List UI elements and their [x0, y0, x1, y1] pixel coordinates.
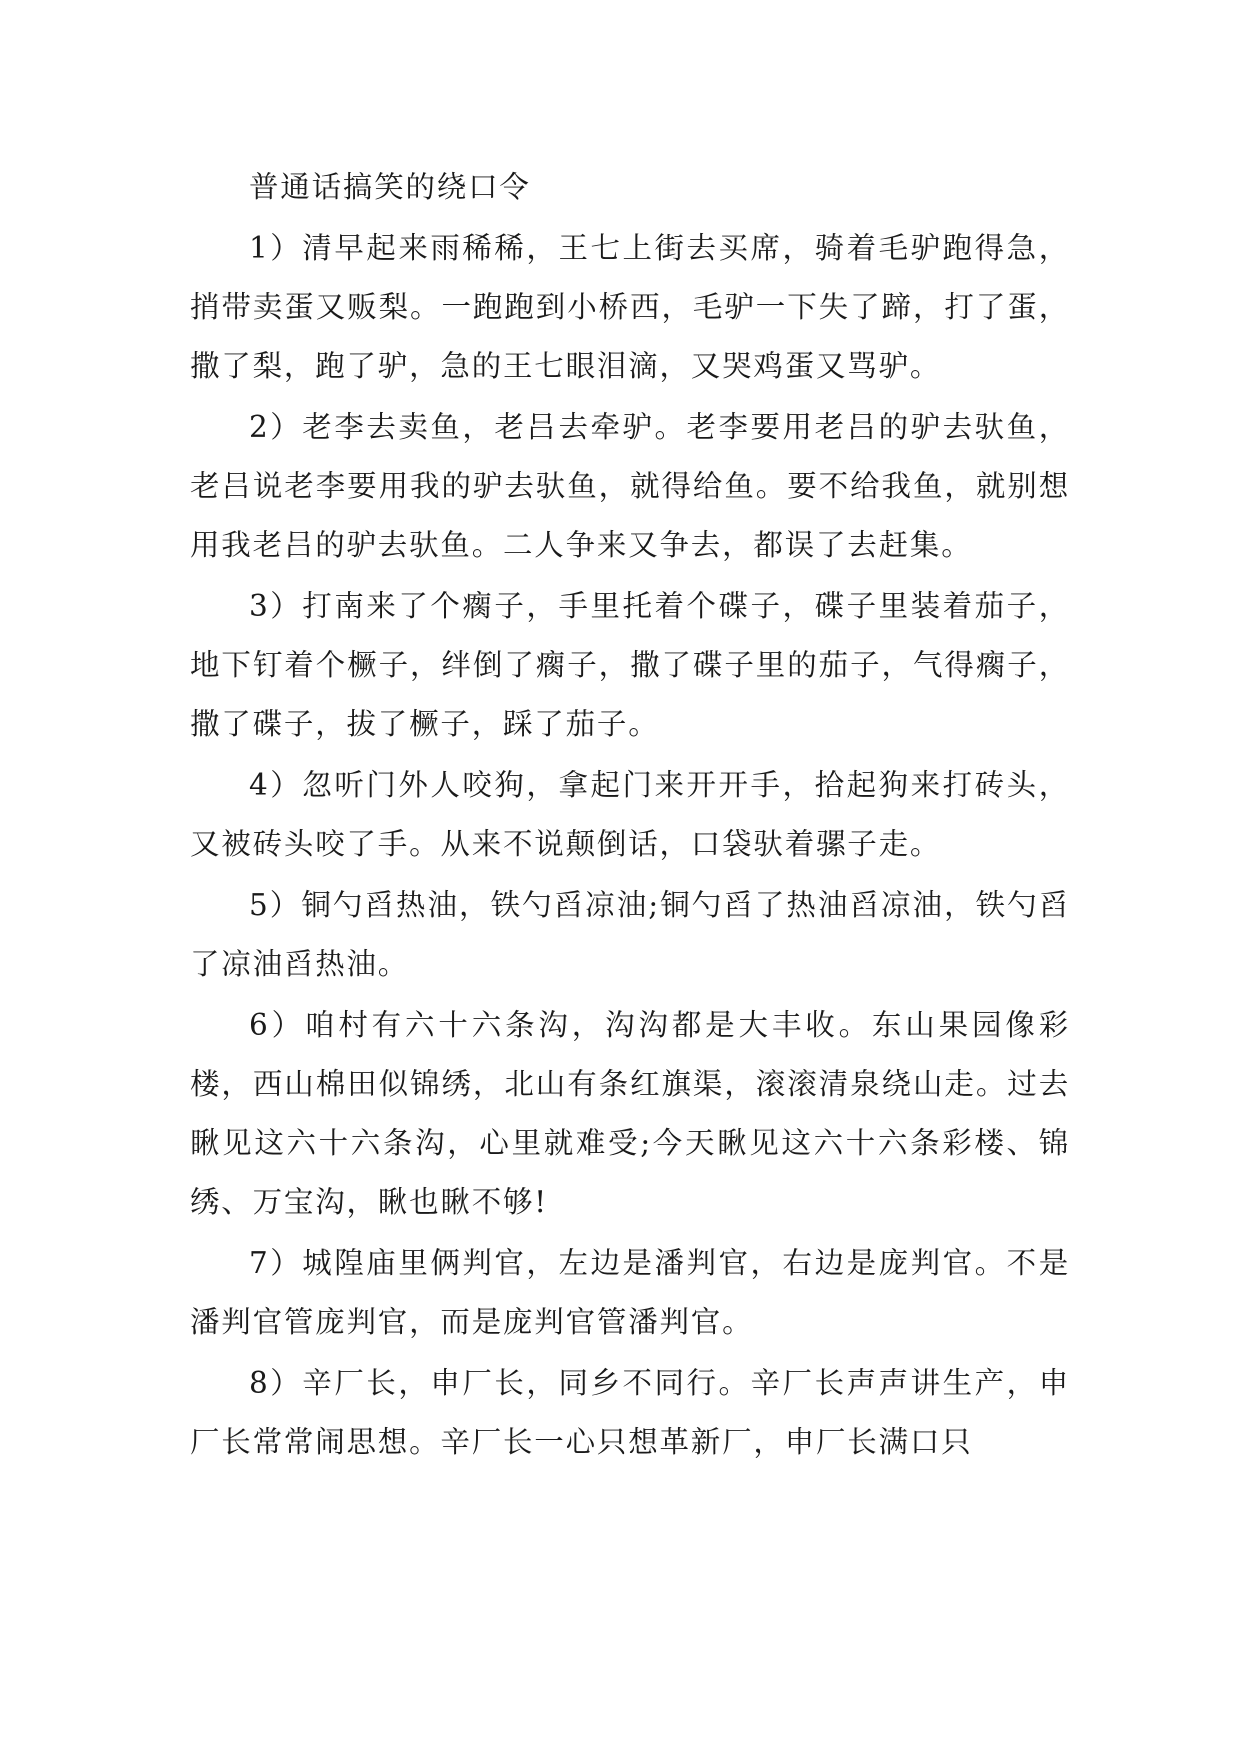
paragraph-3: 3）打南来了个瘸子，手里托着个碟子，碟子里装着茄子，地下钉着个橛子，绊倒了瘸子，撒了碟子里的茄子，气得瘸子，撒了碟子，拔了橛子，踩了茄子。 — [190, 589, 1070, 741]
paragraph-1: 1）清早起来雨稀稀，王七上街去买席，骑着毛驴跑得急，捎带卖蛋又贩梨。一跑跑到小桥西，毛驴一下失了蹄，打了蛋，撒了梨，跑了驴，急的王七眼泪滴，又哭鸡蛋又骂驴。 — [190, 231, 1070, 383]
paragraph-8: 8）辛厂长，申厂长，同乡不同行。辛厂长声声讲生产，申厂长常常闹思想。辛厂长一心只想革新厂，申厂长满口只 — [190, 1366, 1070, 1459]
paragraph-7: 7）城隍庙里俩判官，左边是潘判官，右边是庞判官。不是潘判官管庞判官，而是庞判官管潘判官。 — [190, 1246, 1070, 1339]
document-title: 普通话搞笑的绕口令 — [249, 170, 531, 204]
paragraph-2: 2）老李去卖鱼，老吕去牵驴。老李要用老吕的驴去驮鱼，老吕说老李要用我的驴去驮鱼，就得给鱼。要不给我鱼，就别想用我老吕的驴去驮鱼。二人争来又争去，都误了去赶集。 — [190, 410, 1070, 562]
paragraph-6: 6）咱村有六十六条沟，沟沟都是大丰收。东山果园像彩楼，西山棉田似锦绣，北山有条红旗渠，滚滚清泉绕山走。过去瞅见这六十六条沟，心里就难受;今天瞅见这六十六条彩楼、锦绣、万宝沟，瞅也瞅不够! — [190, 1008, 1070, 1219]
paragraph-4: 4）忽听门外人咬狗，拿起门来开开手，拾起狗来打砖头，又被砖头咬了手。从来不说颠倒话，口袋驮着骡子走。 — [190, 768, 1070, 861]
paragraph-5: 5）铜勺舀热油，铁勺舀凉油;铜勺舀了热油舀凉油，铁勺舀了凉油舀热油。 — [190, 888, 1070, 981]
document-body — [190, 158, 1070, 1472]
